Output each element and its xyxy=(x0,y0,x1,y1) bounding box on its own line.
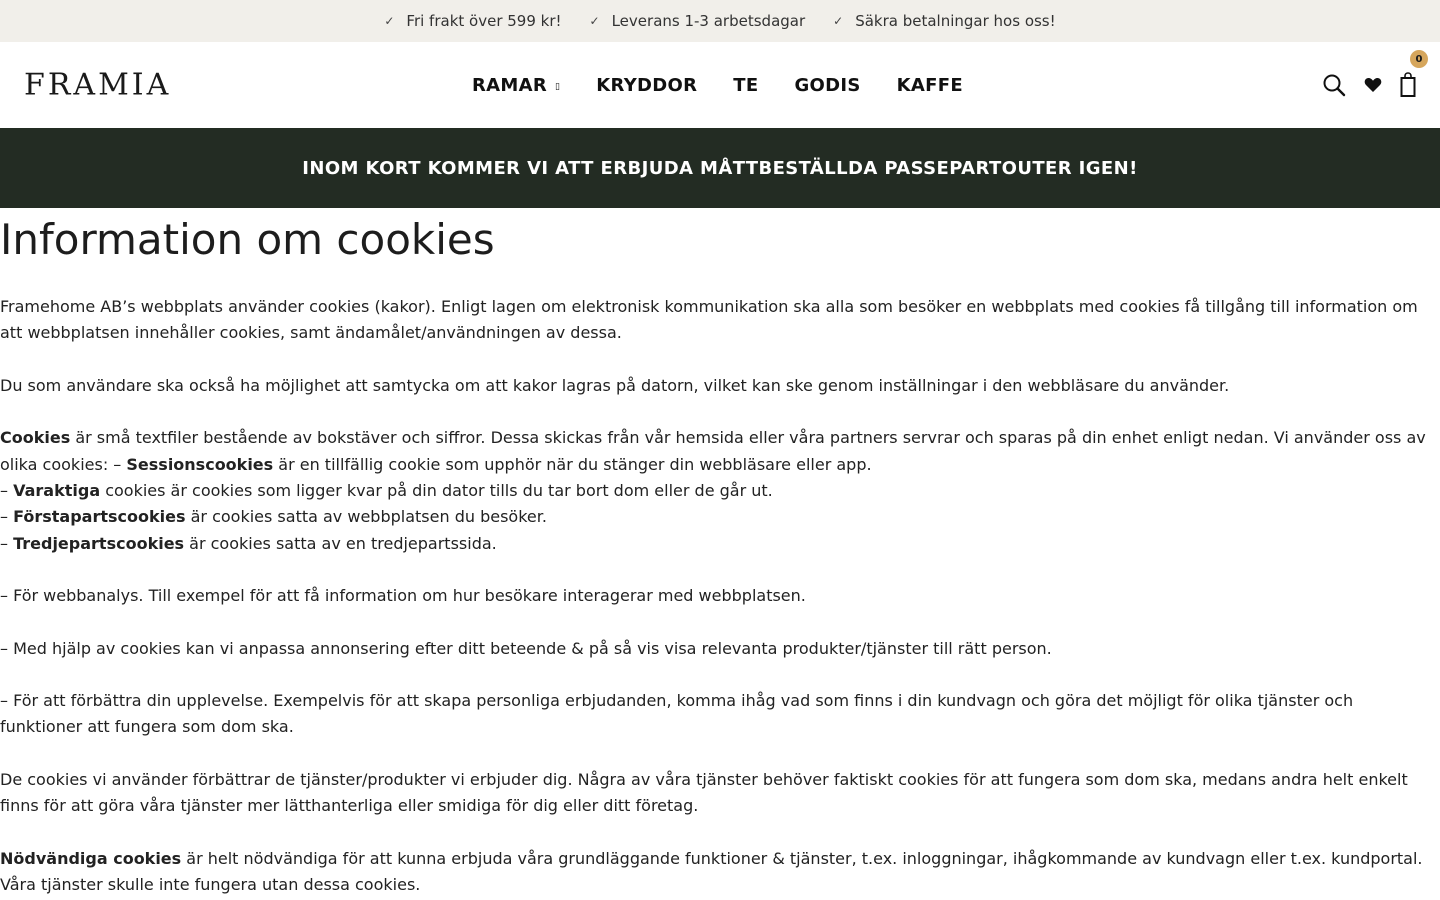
paragraph: – Med hjälp av cookies kan vi anpassa annonsering efter ditt beteende & på så vis visa relevanta produkter/tjänster till rätt person. xyxy=(0,638,1052,658)
cart-icon[interactable] xyxy=(1400,53,1423,98)
page-title: Information om cookies xyxy=(0,215,495,264)
bold-term: Tredjepartscookies xyxy=(13,533,185,553)
paragraph: Framehome AB’s webbplats använder cookies (kakor). Enligt lagen om elektronisk kommunikation ska alla som besöker en webbplats med cookies få tillgång till information om att webbplatsen innehåller cookies, samt ändamålet/användningen av dessa. xyxy=(0,297,1418,343)
chevron-down-icon: ▯ xyxy=(555,82,561,92)
nav-label: RAMAR xyxy=(472,74,547,96)
usp-text: Säkra betalningar hos oss! xyxy=(855,12,1056,30)
nav-label: TE xyxy=(733,74,759,96)
usp-item xyxy=(384,12,561,30)
header-icons xyxy=(1304,42,1423,128)
bold-term: Varaktiga xyxy=(13,481,101,501)
paragraph: Du som användare ska också ha möjlighet att samtycka om att kakor lagras på datorn, vilket kan ske genom inställningar i den webbläsare du använder. xyxy=(0,375,1230,395)
text-segment: är helt nödvändiga för att kunna erbjuda våra grundläggande funktioner & tjänster, t.ex. inloggningar, ihågkommande av kundvagn eller t.ex. kundportal. Våra tjänster skulle inte fungera utan dessa cookies. xyxy=(0,848,1423,895)
text-segment: är en tillfällig cookie som upphör när du stänger din webbläsare eller app. xyxy=(273,454,872,474)
check-icon: ✓ xyxy=(833,14,844,28)
nav-item-te[interactable] xyxy=(733,75,758,96)
text-segment: är små textfiler bestående av bokstäver och siffror. Dessa skickas från vår hemsida eller våra partners servrar och sparas på din enhet enligt nedan. Vi använder oss av olika cookies: – xyxy=(0,428,1426,474)
bold-term: Sessionscookies xyxy=(126,454,274,474)
nav-label: GODIS xyxy=(794,74,861,96)
check-icon: ✓ xyxy=(589,14,600,28)
usp-text: Fri frakt över 599 kr! xyxy=(406,12,562,30)
check-icon: ✓ xyxy=(384,14,395,28)
nav-item-godis[interactable] xyxy=(794,75,860,96)
main-nav xyxy=(472,42,999,128)
nav-label: KRYDDOR xyxy=(596,74,698,96)
paragraph: – För webbanalys. Till exempel för att få information om hur besökare interagerar med webbplatsen. xyxy=(0,586,806,606)
nav-label: KAFFE xyxy=(896,74,963,96)
nav-item-ramar[interactable] xyxy=(472,75,560,96)
banner-text: INOM KORT KOMMER VI ATT ERBJUDA MÅTTBESTÄLLDA PASSEPARTOUTER IGEN! xyxy=(302,157,1138,179)
nav-item-kryddor[interactable] xyxy=(596,75,697,96)
nav-item-kaffe[interactable] xyxy=(897,75,963,96)
site-header xyxy=(0,42,1440,128)
text-segment: är cookies satta av en tredjepartssida. xyxy=(184,533,497,553)
heart-icon[interactable] xyxy=(1364,77,1382,93)
bold-term: Cookies xyxy=(0,428,71,448)
text-segment: cookies är cookies som ligger kvar på din dator tills du tar bort dom eller de går ut. xyxy=(100,481,773,501)
bold-term: Nödvändiga cookies xyxy=(0,848,182,868)
usp-bar xyxy=(0,0,1440,42)
dash: – xyxy=(0,507,14,527)
cart-count-badge: 0 xyxy=(1410,50,1428,68)
paragraph-cookie-types xyxy=(0,425,1430,557)
paragraph-necessary-cookies xyxy=(0,846,1430,899)
paragraph: – För att förbättra din upplevelse. Exempelvis för att skapa personliga erbjudanden, komma ihåg vad som finns i din kundvagn och göra det möjligt för olika tjänster och funktioner att fungera som dom ska. xyxy=(0,691,1354,737)
paragraph: De cookies vi använder förbättrar de tjänster/produkter vi erbjuder dig. Några av våra tjänster behöver faktiskt cookies för att fungera som dom ska, medans andra helt enkelt finns för att göra våra tjänster mer lätthanterliga eller smidiga för dig eller ditt företag. xyxy=(0,769,1408,816)
dash: – xyxy=(0,481,14,501)
announcement-banner xyxy=(0,128,1440,208)
bold-term: Förstapartscookies xyxy=(13,507,186,527)
usp-item xyxy=(590,12,806,30)
usp-text: Leverans 1-3 arbetsdagar xyxy=(611,12,806,30)
search-icon[interactable] xyxy=(1322,73,1346,97)
dash: – xyxy=(0,533,14,553)
text-segment: är cookies satta av webbplatsen du besöker. xyxy=(185,507,547,527)
logo[interactable]: FRAMIA xyxy=(24,67,172,103)
page-content xyxy=(0,212,1440,899)
usp-item xyxy=(833,12,1056,30)
